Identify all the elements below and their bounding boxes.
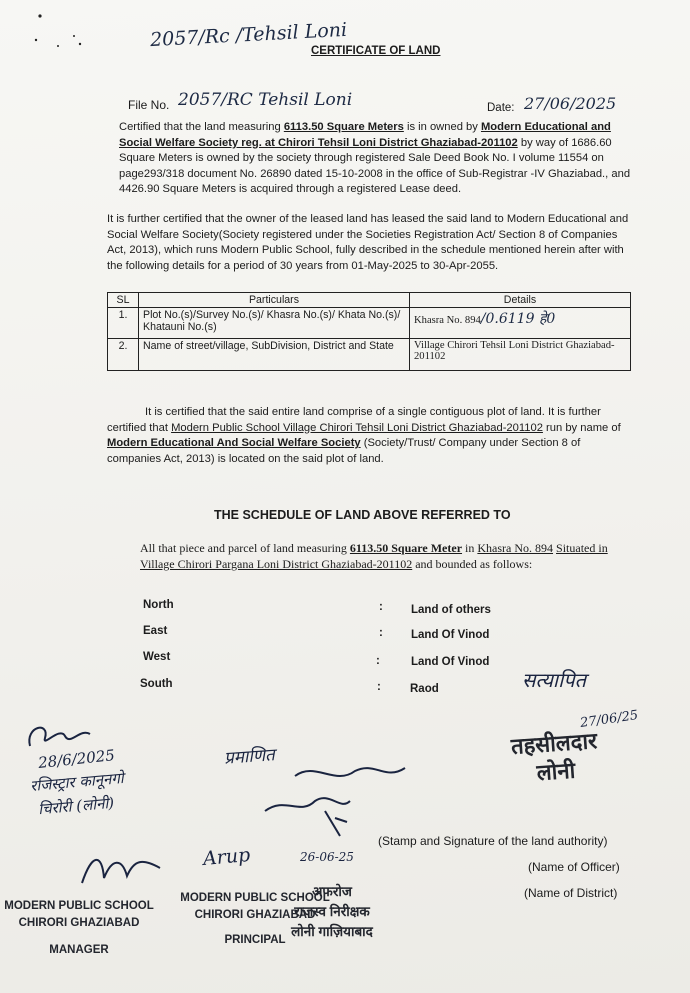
stamp-line: MODERN PUBLIC SCHOOL [180, 892, 330, 904]
text: by way of 1686.60 Square Meters is owned by the society through registered Sale Deed Book No. I volume 11554 on page293/318 document No. 26890 dated 15-10-2008 in the office of Sub-Registrar -IV Ghaziabad., and 4426.90 Square Meters is acquired through a registered Lease deed. [119, 136, 631, 196]
table-row [108, 339, 631, 371]
principal-signature: Arup [202, 843, 252, 871]
table-row [108, 308, 631, 339]
schedule-khasra: Khasra No. 894 [477, 541, 554, 555]
certificate-title: CERTIFICATE OF LAND [311, 45, 441, 57]
schedule-heading: THE SCHEDULE OF LAND ABOVE REFERRED TO [214, 508, 511, 522]
text: is in owned by [403, 121, 481, 133]
stamp-line: तहसीलदार [510, 728, 598, 760]
officer-name-label: (Name of Officer) [528, 860, 620, 874]
school-name: Modern Public School Village Chirori Tehsil Loni District Ghaziabad-201102 [171, 421, 543, 434]
particulars-cell: Name of street/village, SubDivision, District and State [139, 339, 410, 371]
stamp-line: अफरोज [312, 884, 352, 899]
authority-stamp-label: (Stamp and Signature of the land authority) [378, 834, 608, 848]
boundary-value: Raod [410, 683, 439, 695]
stamp-line: PRINCIPAL [224, 934, 286, 946]
sl-cell: 2. [108, 339, 139, 371]
stamp-line: MODERN PUBLIC SCHOOL [4, 900, 154, 912]
stamp-line: CHIRORI GHAZIABAD [194, 909, 316, 921]
school-manager-stamp [0, 898, 158, 959]
lease-paragraph: It is further certified that the owner of the leased land has leased the said land to Modern Educational and Social Welfare Society(Society registered under the Societies Registration Act/ Section 8 of Companies Act, 2013), which runs Modern Public School, fully described in the schedule mentioned herein after with the following details for a period of 30 years from 01-May-2025 to 30-Apr-2055. [107, 213, 629, 272]
left-date: 28/6/2025 [37, 746, 116, 772]
text: run by name of [542, 421, 621, 434]
paper-specks [30, 8, 100, 53]
society-name: Modern Educational And Social Welfare Society [107, 437, 361, 450]
schedule-paragraph [140, 540, 634, 572]
boundary-separator: : [379, 627, 383, 639]
center-signature [255, 756, 420, 846]
stamp-line: लोनी [535, 757, 577, 786]
text: and bounded as follows: [412, 557, 533, 571]
boundary-direction: East [143, 625, 168, 637]
sl-cell: 1. [108, 308, 139, 339]
stamp-line: MANAGER [49, 944, 109, 956]
right-signature: सत्यापित [522, 668, 587, 692]
file-no-value: 2057/RC Tehsil Loni [178, 90, 353, 110]
text: All that piece and parcel of land measuring [140, 541, 350, 555]
boundary-separator: : [377, 681, 381, 693]
particulars-cell: Plot No.(s)/Survey No.(s)/ Khasra No.(s)/ Khata No.(s)/ Khatauni No.(s) [139, 308, 410, 339]
boundary-value: Land Of Vinod [411, 629, 490, 641]
date-value: 27/06/2025 [524, 94, 617, 113]
boundary-value: Land of others [411, 604, 491, 616]
column-header: Details [410, 293, 631, 308]
revenue-inspector-stamp [282, 882, 382, 942]
tehsildar-stamp [510, 727, 600, 789]
text: (Society/Trust/ Company under Section 8 of companies Act, 2013) is located on the said plot of land. [107, 437, 581, 465]
manager-signature [72, 848, 167, 888]
boundary-value: Land Of Vinod [411, 656, 490, 668]
file-no-label: File No. [128, 98, 170, 112]
boundary-separator: : [376, 655, 380, 667]
right-date: 27/06/25 [579, 708, 640, 731]
boundary-direction: North [143, 599, 174, 611]
boundary-direction: West [143, 651, 171, 663]
boundary-direction: South [140, 678, 173, 690]
details-cell: Village Chirori Tehsil Loni District Ghaziabad-201102 [410, 339, 631, 371]
text: It is certified that the said entire land comprise of a single contiguous plot of land. It is further certified that [107, 406, 601, 434]
handwritten-reference: 2057/Rc /Tehsil Loni [149, 18, 348, 52]
details-text: Khasra No. 894 [414, 315, 481, 326]
center-note: प्रमाणित [223, 745, 276, 769]
stamp-line: राजस्व निरीक्षक [294, 904, 370, 919]
column-header: Particulars [139, 293, 410, 308]
text: Certified that the land measuring [119, 121, 284, 133]
date-label: Date: [487, 102, 515, 114]
left-note-2: चिरोरी (लोनी) [37, 793, 115, 819]
text: in [462, 541, 478, 555]
contiguous-plot-paragraph [107, 405, 633, 467]
district-name-label: (Name of District) [524, 886, 618, 900]
schedule-area: 6113.50 Square Meter [349, 541, 463, 555]
owner-name: Modern Educational and Social Welfare Society reg. at Chirori Tehsil Loni District Ghaziabad-201102 [119, 121, 611, 149]
details-cell [410, 308, 631, 339]
details-handwritten: /0.6119 हे0 [480, 311, 556, 327]
left-note-1: रजिस्ट्रार कानूनगो [29, 768, 125, 796]
center-date: 26-06-25 [300, 850, 354, 864]
stamp-line: CHIRORI GHAZIABAD [18, 917, 140, 929]
column-header: SL [108, 293, 139, 308]
land-area: 6113.50 Square Meters [283, 121, 404, 133]
boundary-separator: : [379, 601, 383, 613]
table-header-row [108, 293, 631, 308]
schedule-village: Situated in Village Chirori Pargana Loni District Ghaziabad-201102 [140, 541, 608, 571]
ownership-paragraph [119, 120, 631, 198]
stamp-line: लोनी गाज़ियाबाद [291, 924, 373, 939]
land-details-table [107, 292, 631, 371]
